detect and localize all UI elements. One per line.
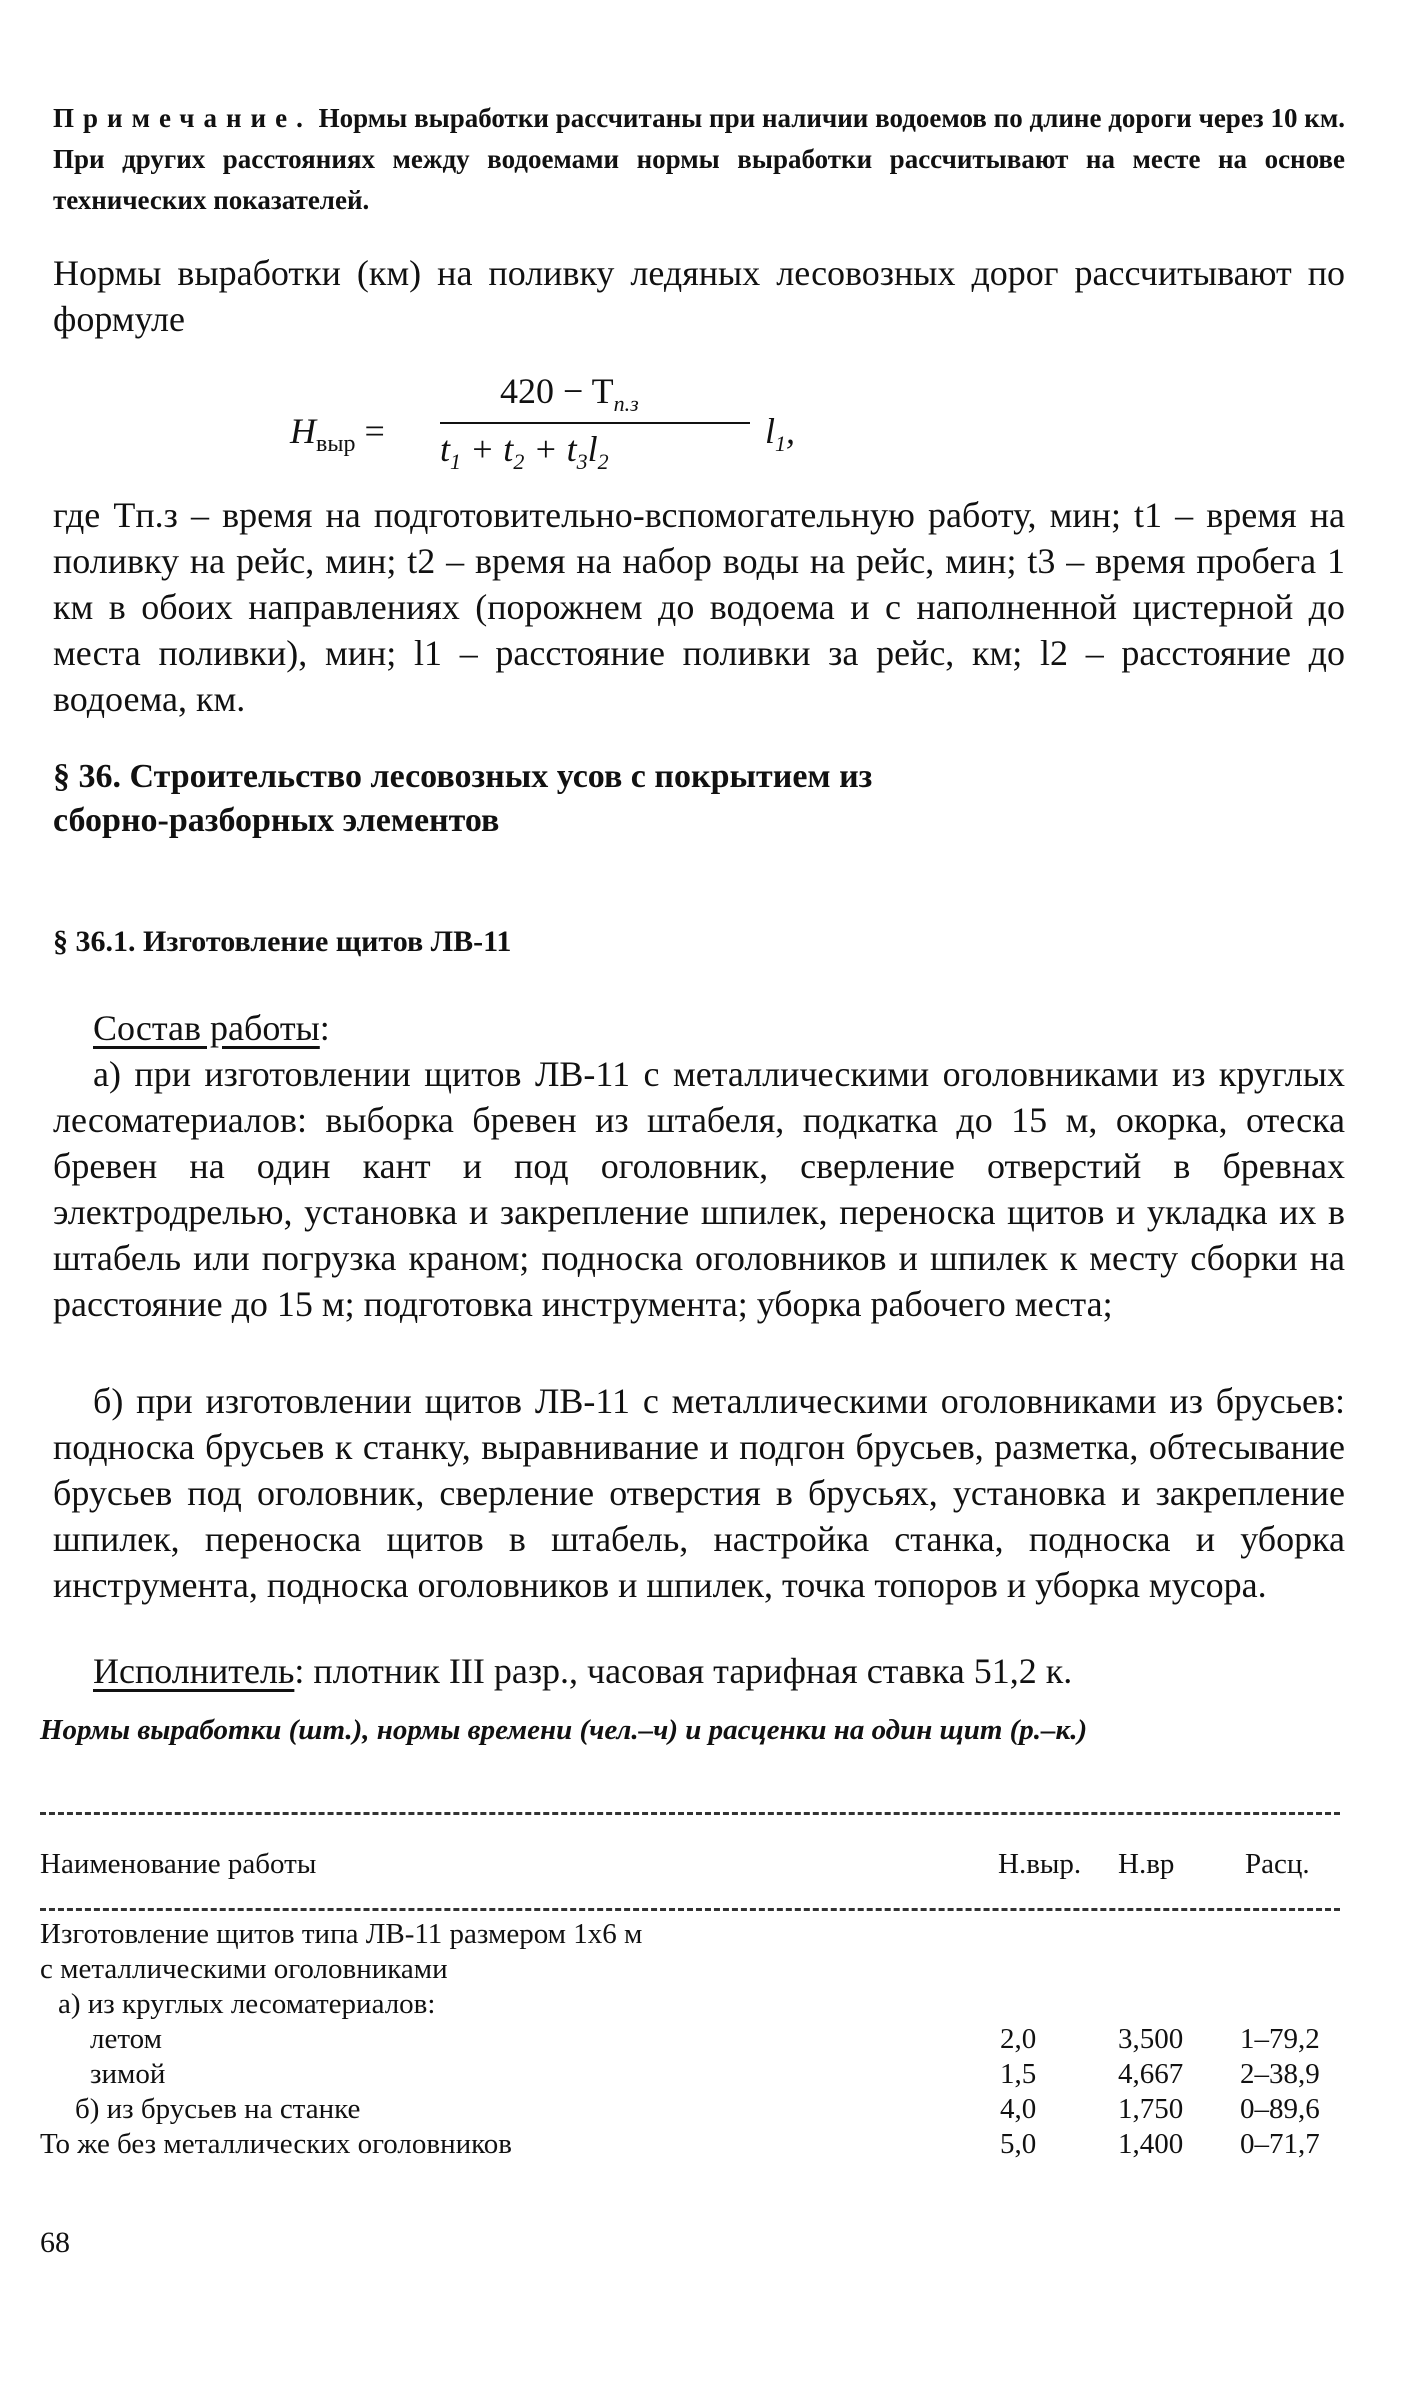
header-output: Н.выр. [998,1848,1082,1880]
header-time: Н.вр [1118,1848,1175,1880]
table-row: Изготовление щитов типа ЛВ-11 размером 1х6 м [40,1918,643,1950]
table-rule-top [40,1812,1340,1815]
executor-label: Исполнитель [93,1651,295,1691]
formula-fraction-bar [440,422,750,424]
executor-text: : плотник III разр., часовая тарифная ставка 51,2 к. [294,1651,1073,1691]
table-rule-mid [40,1908,1340,1911]
formula-lhs: $H_{выр}$ = [290,411,385,458]
note-paragraph [53,98,1345,221]
table-row: зимой 1,5 4,667 2–38,9 [90,2058,1320,2090]
note-text: Нормы выработки рассчитаны при наличии водоемов по длине дороги через 10 км. При других расстояниях между водоемами нормы выработки рассчитывают на месте на основе технических показателей. [53,103,1345,215]
formula-denominator: $t_1 + t_2 + t_3l_2$ [440,429,609,475]
table-row: летом 2,0 3,500 1–79,2 [90,2023,1320,2055]
work-heading: Состав работы: [93,1008,330,1048]
section-title: § 36. Строительство лесовозных усов с покрытием из сборно-разборных элементов [53,758,873,839]
subsection-title: § 36.1. Изготовление щитов ЛВ-11 [53,925,512,958]
header-price: Расц. [1245,1848,1310,1880]
formula-numerator: $420 - T_{п.з}$ [500,371,639,417]
table-row: а) из круглых лесоматериалов: [58,1988,436,2020]
work-item-a: а) при изготовлении щитов ЛВ-11 с металлическими оголовниками из круглых лесоматериалов: выборка бревен из штабеля, подкатка до 15 м, окорка, отеска бревен на один кант и под оголовник, сверление отверстий в бревнах электродрелью, установка и закрепление шпилек, переноска щитов и укладка их в штабель или погрузка краном; подноска оголовников и шпилек к месту сборки на расстояние до 15 м; подготовка инструмента; уборка рабочего места; [53,1054,1345,1324]
executor-line [53,1648,1345,1694]
page-number: 68 [40,2226,70,2259]
definitions-paragraph: где Tп.з – время на подготовительно-вспомогательную работу, мин; t1 – время на поливку на рейс, мин; t2 – время на набор воды на рейс, мин; t3 – время пробега 1 км в обоих направлениях (порожнем до водоема и с наполненной цистерной до места поливки), мин; l1 – расстояние поливки за рейс, км; l2 – расстояние до водоема, км. [53,495,1345,719]
formula-multiplier: $l_1$, [765,411,796,457]
formula [290,370,810,490]
work-item-b: б) при изготовлении щитов ЛВ-11 с металлическими оголовниками из брусьев: подноска брусьев к станку, выравнивание и подгон брусьев, разметка, обтесывание брусьев под оголовник, сверление отверстия в брусьях, установка и закрепление шпилек, переноска щитов в штабель, настройка станка, подноска и уборка инструмента, подноска оголовников и шпилек, точка топоров и уборка мусора. [53,1381,1345,1605]
note-lead: Примечание. [53,103,312,133]
intro-paragraph: Нормы выработки (км) на поливку ледяных лесовозных дорог рассчитывают по формуле [53,253,1345,339]
norms-table [40,1918,1340,2163]
table-row: То же без металлических оголовников 5,0 1,400 0–71,7 [40,2128,1320,2160]
table-row: б) из брусьев на станке 4,0 1,750 0–89,6 [75,2093,1320,2125]
table-row: с металлическими оголовниками [40,1953,448,1985]
work-label: Состав работы [93,1008,320,1048]
header-name: Наименование работы [40,1848,317,1880]
table-caption: Нормы выработки (шт.), нормы времени (чел.–ч) и расценки на один щит (р.–к.) [40,1714,1088,1746]
